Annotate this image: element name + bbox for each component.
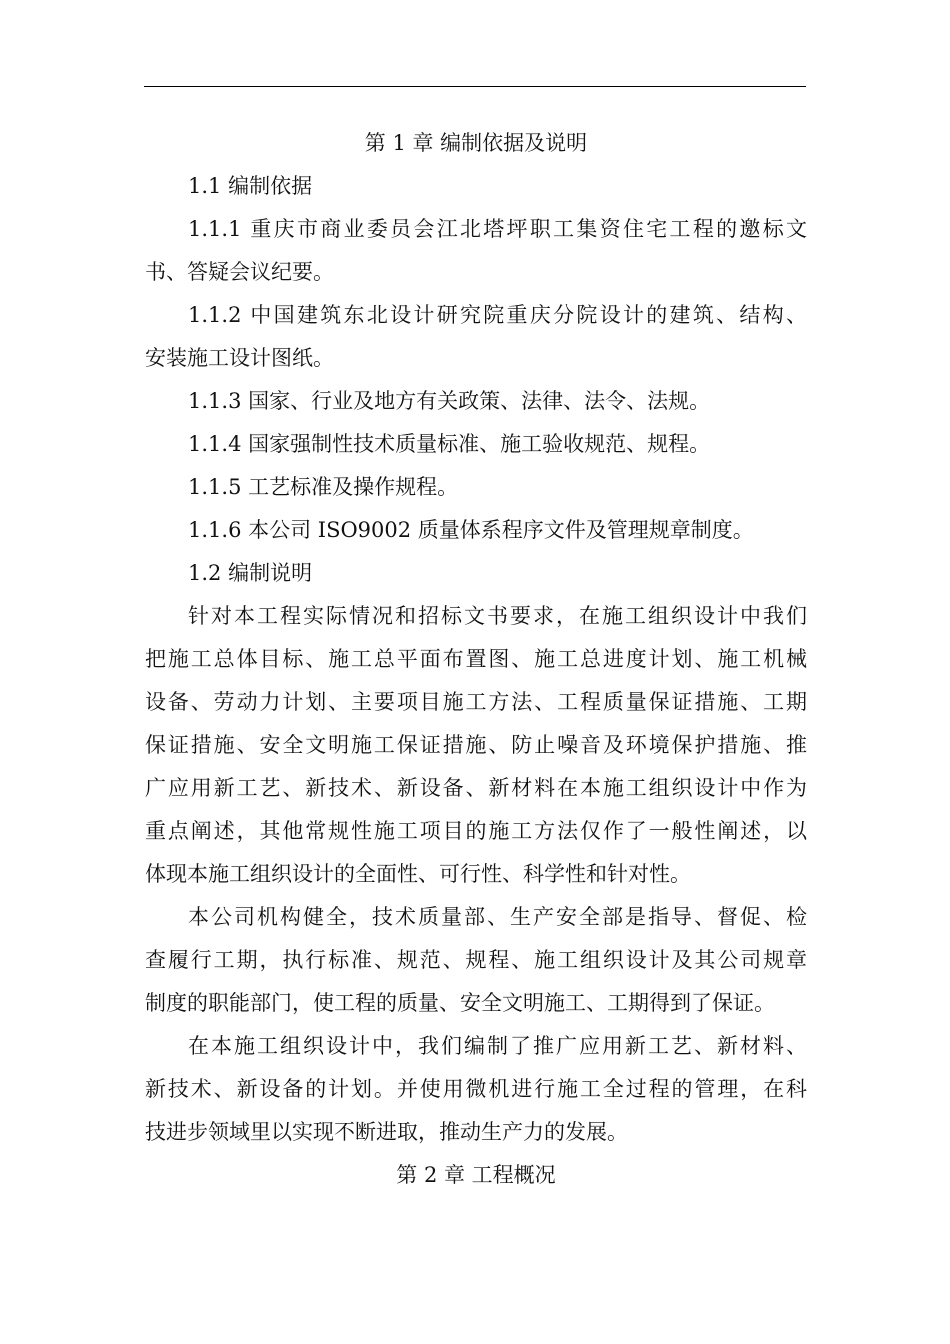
item-1-1-6: 1.1.6 本公司 ISO9002 质量体系程序文件及管理规章制度。 bbox=[188, 518, 754, 542]
chapter-2-title: 第 2 章 工程概况 bbox=[396, 1163, 556, 1187]
item-1-1-4: 1.1.4 国家强制性技术质量标准、施工验收规范、规程。 bbox=[188, 432, 711, 456]
item-1-1-3: 1.1.3 国家、行业及地方有关政策、法律、法令、法规。 bbox=[188, 389, 711, 413]
item-1-1-1-line-2: 书、答疑会议纪要。 bbox=[145, 260, 334, 284]
paragraph-3-line: 在本施工组织设计中，我们编制了推广应用新工艺、新材料、 bbox=[188, 1034, 807, 1058]
item-1-1-1-line-1: 1.1.1 重庆市商业委员会江北塔坪职工集资住宅工程的邀标文 bbox=[188, 217, 807, 241]
paragraph-1-line: 设备、劳动力计划、主要项目施工方法、工程质量保证措施、工期 bbox=[145, 690, 807, 714]
paragraph-2-line: 本公司机构健全，技术质量部、生产安全部是指导、督促、检 bbox=[188, 905, 807, 929]
paragraph-1-line: 重点阐述，其他常规性施工项目的施工方法仅作了一般性阐述，以 bbox=[145, 819, 807, 843]
paragraph-1-line: 广应用新工艺、新技术、新设备、新材料在本施工组织设计中作为 bbox=[145, 776, 807, 800]
paragraph-1-line: 体现本施工组织设计的全面性、可行性、科学性和针对性。 bbox=[145, 862, 691, 886]
paragraph-1-line: 把施工总体目标、施工总平面布置图、施工总进度计划、施工机械 bbox=[145, 647, 807, 671]
header-rule bbox=[144, 86, 806, 87]
item-1-1-2-line-2: 安装施工设计图纸。 bbox=[145, 346, 334, 370]
paragraph-3-line: 新技术、新设备的计划。并使用微机进行施工全过程的管理，在科 bbox=[145, 1077, 807, 1101]
item-1-1-2-line-1: 1.1.2 中国建筑东北设计研究院重庆分院设计的建筑、结构、 bbox=[188, 303, 807, 327]
paragraph-2-line: 制度的职能部门，使工程的质量、安全文明施工、工期得到了保证。 bbox=[145, 991, 775, 1015]
section-1-1-heading: 1.1 编制依据 bbox=[188, 174, 313, 198]
paragraph-3-line: 技进步领域里以实现不断进取，推动生产力的发展。 bbox=[145, 1120, 628, 1144]
document-page bbox=[145, 122, 807, 1197]
chapter-1-title: 第 1 章 编制依据及说明 bbox=[364, 131, 588, 155]
paragraph-1-line: 保证措施、安全文明施工保证措施、防止噪音及环境保护措施、推 bbox=[145, 733, 807, 757]
paragraph-2-line: 查履行工期，执行标准、规范、规程、施工组织设计及其公司规章 bbox=[145, 948, 807, 972]
section-1-2-heading: 1.2 编制说明 bbox=[188, 561, 313, 585]
item-1-1-5: 1.1.5 工艺标准及操作规程。 bbox=[188, 475, 459, 499]
paragraph-1-line: 针对本工程实际情况和招标文书要求，在施工组织设计中我们 bbox=[188, 604, 807, 628]
